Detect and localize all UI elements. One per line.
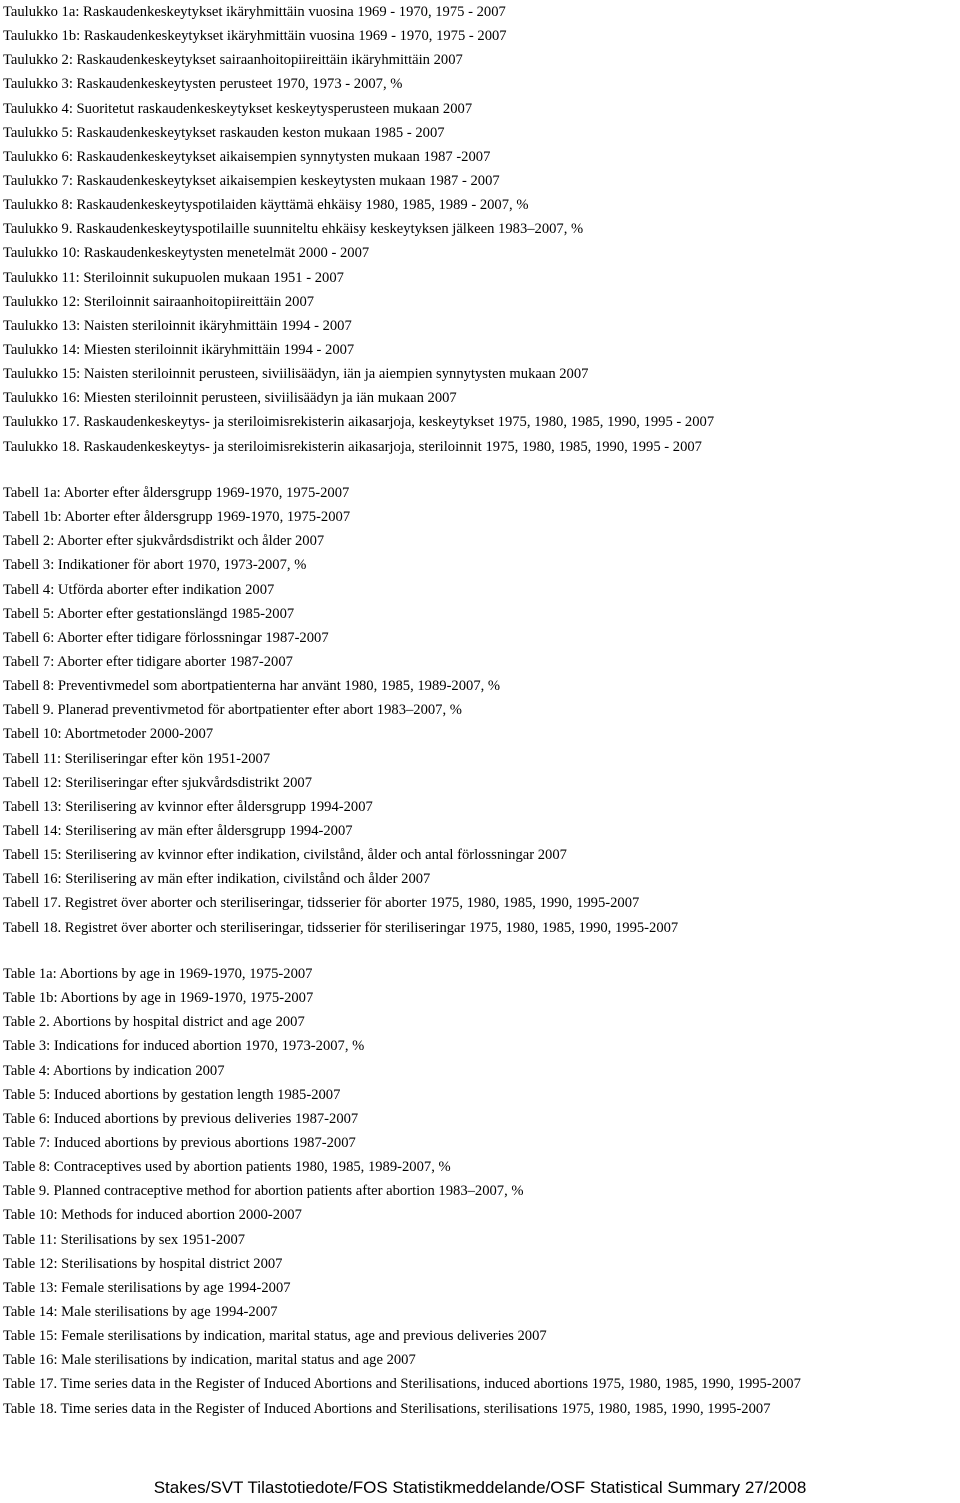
english-table-item: Table 6: Induced abortions by previous deliveries 1987-2007 [3,1110,359,1127]
finnish-table-item: Taulukko 18. Raskaudenkeskeytys- ja steriloimisrekisterin aikasarjoja, steriloinnit 1975, 1980, 1985, 1990, 1995 - 2007 [3,438,702,455]
swedish-table-item: Tabell 14: Sterilisering av män efter åldersgrupp 1994-2007 [3,822,353,839]
english-table-item: Table 1b: Abortions by age in 1969-1970, 1975-2007 [3,990,314,1007]
swedish-table-item: Tabell 1b: Aborter efter åldersgrupp 1969-1970, 1975-2007 [3,509,351,526]
swedish-table-item: Tabell 4: Utförda aborter efter indikation 2007 [3,581,275,598]
finnish-table-item: Taulukko 15: Naisten steriloinnit perusteen, siviilisäädyn, iän ja aiempien synnytysten mukaan 2007 [3,366,589,383]
swedish-table-item: Tabell 7: Aborter efter tidigare aborter 1987-2007 [3,653,293,670]
finnish-table-list [3,0,958,459]
finnish-table-item: Taulukko 12: Steriloinnit sairaanhoitopiireittäin 2007 [3,293,315,310]
swedish-table-item: Tabell 16: Sterilisering av män efter indikation, civilstånd och ålder 2007 [3,871,431,888]
swedish-table-item: Tabell 13: Sterilisering av kvinnor efter åldersgrupp 1994-2007 [3,798,373,815]
english-table-item: Table 5: Induced abortions by gestation length 1985-2007 [3,1086,341,1103]
swedish-table-item: Tabell 2: Aborter efter sjukvårdsdistrikt och ålder 2007 [3,533,325,550]
swedish-table-item: Tabell 18. Registret över aborter och steriliseringar, tidsserier för steriliseringar 1975, 1980, 1985, 1990, 1995-2007 [3,919,679,936]
swedish-table-item: Tabell 5: Aborter efter gestationslängd 1985-2007 [3,605,295,622]
finnish-table-item: Taulukko 1a: Raskaudenkeskeytykset ikäryhmittäin vuosina 1969 - 1970, 1975 - 2007 [3,4,506,20]
finnish-table-item: Taulukko 5: Raskaudenkeskeytykset raskauden keston mukaan 1985 - 2007 [3,124,445,141]
finnish-table-item: Taulukko 8: Raskaudenkeskeytyspotilaiden käyttämä ehkäisy 1980, 1985, 1989 - 2007, % [3,197,529,214]
english-table-item: Table 13: Female sterilisations by age 1994-2007 [3,1279,291,1296]
finnish-table-item: Taulukko 17. Raskaudenkeskeytys- ja steriloimisrekisterin aikasarjoja, keskeytykset 1975, 1980, 1985, 1990, 1995 - 2007 [3,414,715,431]
finnish-table-item: Taulukko 16: Miesten steriloinnit perusteen, siviilisäädyn ja iän mukaan 2007 [3,390,457,407]
english-table-item: Table 14: Male sterilisations by age 1994-2007 [3,1303,278,1320]
swedish-table-item: Tabell 3: Indikationer för abort 1970, 1973-2007, % [3,557,307,574]
finnish-table-item: Taulukko 13: Naisten steriloinnit ikäryhmittäin 1994 - 2007 [3,317,352,334]
english-table-item: Table 17. Time series data in the Register of Induced Abortions and Sterilisations, induced abortions 1975, 1980, 1985, 1990, 1995-2007 [3,1376,801,1393]
finnish-table-item: Taulukko 10: Raskaudenkeskeytysten menetelmät 2000 - 2007 [3,245,370,262]
english-table-item: Table 3: Indications for induced abortion 1970, 1973-2007, % [3,1038,365,1055]
swedish-table-item: Tabell 6: Aborter efter tidigare förlossningar 1987-2007 [3,629,329,646]
english-table-item: Table 15: Female sterilisations by indication, marital status, age and previous deliveries 2007 [3,1328,547,1345]
english-table-item: Table 4: Abortions by indication 2007 [3,1062,225,1079]
finnish-table-item: Taulukko 4: Suoritetut raskaudenkeskeytykset keskeytysperusteen mukaan 2007 [3,100,473,117]
swedish-table-item: Tabell 11: Steriliseringar efter kön 1951-2007 [3,750,271,767]
swedish-table-item: Tabell 17. Registret över aborter och steriliseringar, tidsserier för aborter 1975, 1980, 1985, 1990, 1995-2007 [3,895,640,912]
english-table-list [3,962,958,1421]
swedish-table-item: Tabell 15: Sterilisering av kvinnor efter indikation, civilstånd, ålder och antal förlossningar 2007 [3,847,567,864]
finnish-table-item: Taulukko 2: Raskaudenkeskeytykset sairaanhoitopiireittäin ikäryhmittäin 2007 [3,52,463,69]
finnish-table-item: Taulukko 7: Raskaudenkeskeytykset aikaisempien keskeytysten mukaan 1987 - 2007 [3,172,500,189]
english-table-item: Table 12: Sterilisations by hospital district 2007 [3,1255,283,1272]
english-table-item: Table 10: Methods for induced abortion 2000-2007 [3,1207,302,1224]
finnish-table-item: Taulukko 6: Raskaudenkeskeytykset aikaisempien synnytysten mukaan 1987 -2007 [3,148,491,165]
english-table-item: Table 1a: Abortions by age in 1969-1970, 1975-2007 [3,966,313,982]
swedish-table-item: Tabell 9. Planerad preventivmetod för abortpatienter efter abort 1983–2007, % [3,702,462,719]
page-footer: Stakes/SVT Tilastotiedote/FOS Statistikmeddelande/OSF Statistical Summary 27/2008 [153,1478,807,1497]
finnish-table-item: Taulukko 9. Raskaudenkeskeytyspotilaille suunniteltu ehkäisy keskeytyksen jälkeen 1983–2007, % [3,221,584,238]
swedish-table-list [3,481,958,940]
swedish-table-item: Tabell 1a: Aborter efter åldersgrupp 1969-1970, 1975-2007 [3,485,350,501]
finnish-table-item: Taulukko 11: Steriloinnit sukupuolen mukaan 1951 - 2007 [3,269,344,286]
finnish-table-item: Taulukko 1b: Raskaudenkeskeytykset ikäryhmittäin vuosina 1969 - 1970, 1975 - 2007 [3,28,507,45]
english-table-item: Table 16: Male sterilisations by indication, marital status and age 2007 [3,1352,416,1369]
english-table-item: Table 2. Abortions by hospital district and age 2007 [3,1014,305,1031]
english-table-item: Table 11: Sterilisations by sex 1951-2007 [3,1231,246,1248]
english-table-item: Table 9. Planned contraceptive method for abortion patients after abortion 1983–2007, % [3,1183,524,1200]
english-table-item: Table 18. Time series data in the Register of Induced Abortions and Sterilisations, sterilisations 1975, 1980, 1985, 1990, 1995-2007 [3,1400,771,1417]
swedish-table-item: Tabell 12: Steriliseringar efter sjukvårdsdistrikt 2007 [3,774,313,791]
finnish-table-item: Taulukko 14: Miesten steriloinnit ikäryhmittäin 1994 - 2007 [3,341,355,358]
swedish-table-item: Tabell 8: Preventivmedel som abortpatienterna har använt 1980, 1985, 1989-2007, % [3,678,501,695]
english-table-item: Table 7: Induced abortions by previous abortions 1987-2007 [3,1134,356,1151]
finnish-table-item: Taulukko 3: Raskaudenkeskeytysten perusteet 1970, 1973 - 2007, % [3,76,403,93]
swedish-table-item: Tabell 10: Abortmetoder 2000-2007 [3,726,214,743]
english-table-item: Table 8: Contraceptives used by abortion patients 1980, 1985, 1989-2007, % [3,1159,451,1176]
